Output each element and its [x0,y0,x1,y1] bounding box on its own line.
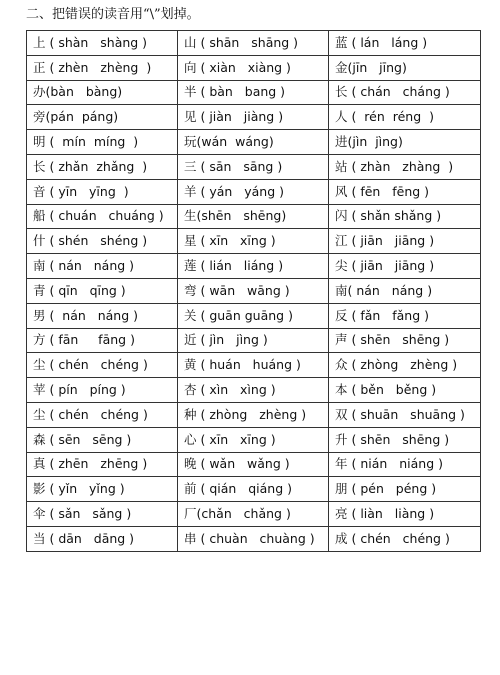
table-row [27,278,481,303]
pinyin-choice-cell: 音 ( yīn yīng ) [27,179,178,204]
pinyin-choice-cell: 什 ( shén shéng ) [27,229,178,254]
pinyin-choice-cell: 关 ( guān guāng ) [178,303,329,328]
pinyin-choice-cell: 进(jìn jìng) [329,130,481,155]
pinyin-choice-cell: 杏 ( xìn xìng ) [178,378,329,403]
pinyin-choice-cell: 山 ( shān shāng ) [178,31,329,56]
pinyin-choice-cell: 当 ( dān dāng ) [27,526,178,551]
table-row [27,80,481,105]
pinyin-choice-cell: 站 ( zhàn zhàng ) [329,154,481,179]
pinyin-choice-cell: 半 ( bàn bang ) [178,80,329,105]
pinyin-choice-cell: 成 ( chén chéng ) [329,526,481,551]
pinyin-choice-cell: 近 ( jìn jìng ) [178,328,329,353]
pinyin-choice-cell: 人 ( rén réng ) [329,105,481,130]
table-row [27,477,481,502]
pinyin-choice-cell: 厂(chǎn chǎng ) [178,502,329,527]
pinyin-choice-cell: 青 ( qīn qīng ) [27,278,178,303]
table-row [27,105,481,130]
table-row [27,303,481,328]
table-row [27,55,481,80]
table-row [27,502,481,527]
pinyin-choice-cell: 影 ( yǐn yǐng ) [27,477,178,502]
pinyin-choice-cell: 心 ( xīn xīng ) [178,427,329,452]
table-row [27,154,481,179]
pinyin-choice-cell: 江 ( jiān jiāng ) [329,229,481,254]
pinyin-choice-cell: 亮 ( liàn liàng ) [329,502,481,527]
pinyin-choice-cell: 朋 ( pén péng ) [329,477,481,502]
pinyin-choice-cell: 升 ( shēn shēng ) [329,427,481,452]
pinyin-choice-cell: 晚 ( wǎn wǎng ) [178,452,329,477]
pinyin-choice-cell: 反 ( fǎn fǎng ) [329,303,481,328]
pinyin-choice-cell: 玩(wán wáng) [178,130,329,155]
pinyin-choice-cell: 森 ( sēn sēng ) [27,427,178,452]
pinyin-choice-cell: 双 ( shuān shuāng ) [329,402,481,427]
pinyin-choice-cell: 南 ( nán náng ) [27,254,178,279]
pinyin-choice-cell: 向 ( xiàn xiàng ) [178,55,329,80]
pinyin-choice-cell: 三 ( sān sāng ) [178,154,329,179]
exercise-instruction: 二、把错误的读音用“\”划掉。 [26,7,200,22]
pinyin-choice-cell: 方 ( fān fāng ) [27,328,178,353]
table-row [27,179,481,204]
table-row [27,130,481,155]
pinyin-choice-cell: 明 ( mín míng ) [27,130,178,155]
pinyin-choice-cell: 男 ( nán náng ) [27,303,178,328]
pinyin-choice-cell: 闪 ( shǎn shǎng ) [329,204,481,229]
pinyin-choice-cell: 串 ( chuàn chuàng ) [178,526,329,551]
pinyin-choice-cell: 弯 ( wān wāng ) [178,278,329,303]
pinyin-choice-cell: 莲 ( lián liáng ) [178,254,329,279]
pinyin-choice-cell: 上 ( shàn shàng ) [27,31,178,56]
pinyin-choice-cell: 船 ( chuán chuáng ) [27,204,178,229]
pinyin-choice-cell: 年 ( nián niáng ) [329,452,481,477]
pinyin-choice-cell: 真 ( zhēn zhēng ) [27,452,178,477]
pinyin-choice-cell: 正 ( zhèn zhèng ) [27,55,178,80]
table-row [27,402,481,427]
pinyin-choice-cell: 金(jīn jīng) [329,55,481,80]
pinyin-choice-cell: 长 ( zhǎn zhǎng ) [27,154,178,179]
pinyin-choice-cell: 本 ( běn běng ) [329,378,481,403]
table-row [27,427,481,452]
pinyin-choice-cell: 尖 ( jiān jiāng ) [329,254,481,279]
table-row [27,328,481,353]
pinyin-choice-cell: 星 ( xīn xīng ) [178,229,329,254]
table-row [27,254,481,279]
pinyin-choice-cell: 尘 ( chén chéng ) [27,402,178,427]
pinyin-choice-cell: 旁(pán páng) [27,105,178,130]
pinyin-choice-cell: 伞 ( sǎn sǎng ) [27,502,178,527]
pinyin-exercise-table [26,30,481,552]
pinyin-choice-cell: 声 ( shēn shēng ) [329,328,481,353]
pinyin-choice-cell: 生(shēn shēng) [178,204,329,229]
pinyin-choice-cell: 尘 ( chén chéng ) [27,353,178,378]
pinyin-choice-cell: 蓝 ( lán láng ) [329,31,481,56]
pinyin-exercise-body [27,31,481,552]
pinyin-choice-cell: 见 ( jiàn jiàng ) [178,105,329,130]
table-row [27,378,481,403]
pinyin-choice-cell: 南( nán náng ) [329,278,481,303]
table-row [27,353,481,378]
pinyin-choice-cell: 苹 ( pín píng ) [27,378,178,403]
pinyin-choice-cell: 黄 ( huán huáng ) [178,353,329,378]
pinyin-choice-cell: 前 ( qián qiáng ) [178,477,329,502]
table-row [27,229,481,254]
pinyin-choice-cell: 羊 ( yán yáng ) [178,179,329,204]
pinyin-choice-cell: 众 ( zhòng zhèng ) [329,353,481,378]
pinyin-choice-cell: 风 ( fēn fēng ) [329,179,481,204]
pinyin-choice-cell: 种 ( zhòng zhèng ) [178,402,329,427]
pinyin-choice-cell: 办(bàn bàng) [27,80,178,105]
table-row [27,204,481,229]
pinyin-choice-cell: 长 ( chán cháng ) [329,80,481,105]
table-row [27,452,481,477]
table-row [27,31,481,56]
table-row [27,526,481,551]
